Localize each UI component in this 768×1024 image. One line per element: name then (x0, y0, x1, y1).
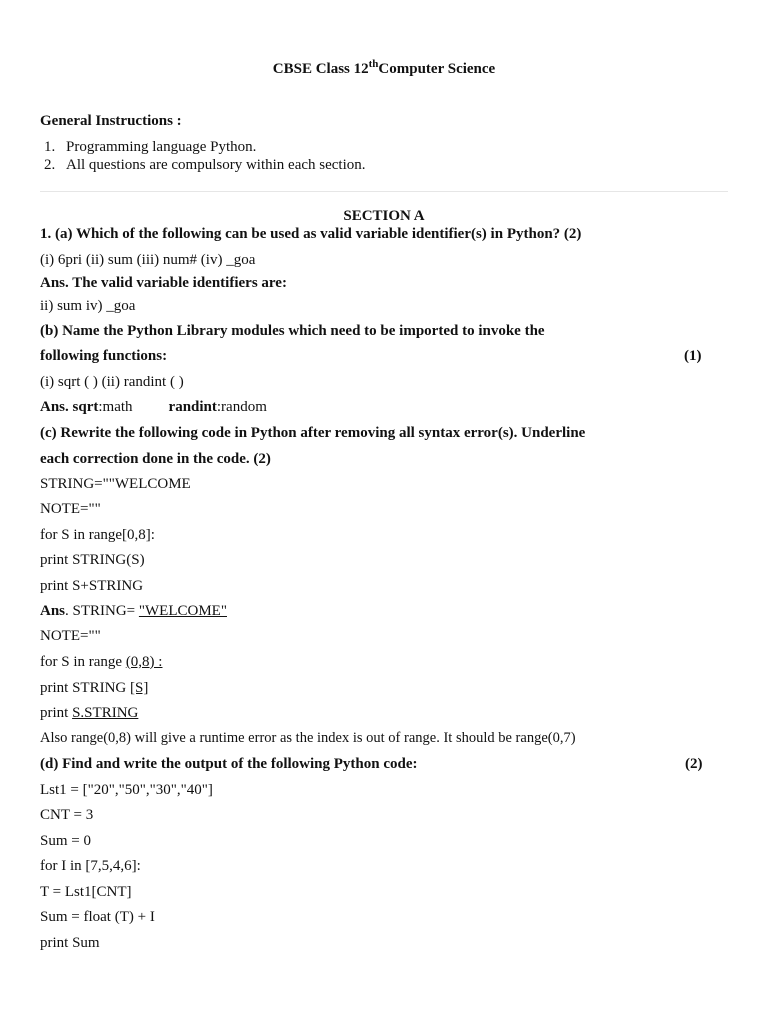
code-line: Lst1 = ["20","50","30","40"] (40, 782, 213, 798)
q1c-answer-line3: for S in range (0,8) : (40, 654, 163, 670)
section-heading: SECTION A (343, 208, 425, 224)
q1a-question: 1. (a) Which of the following can be used as valid variable identifier(s) in Python? (2) (40, 226, 582, 242)
code-line: print STRING(S) (40, 552, 145, 568)
instructions-list (44, 138, 366, 174)
q1c-answer-line2: NOTE="" (40, 628, 101, 644)
code-line: NOTE="" (40, 501, 101, 517)
code-line: Sum = float (T) + I (40, 909, 155, 925)
q1c-answer-line5: print S.STRING (40, 705, 139, 721)
instructions-heading: General Instructions : (40, 113, 182, 129)
code-line: print S+STRING (40, 578, 144, 594)
q1c-note: Also range(0,8) will give a runtime error as the index is out of range. It should be range(0,7) (40, 730, 576, 746)
code-line: print Sum (40, 935, 100, 951)
instruction-item: 2. All questions are compulsory within each section. (44, 157, 366, 173)
code-line: for S in range[0,8]: (40, 527, 155, 543)
document-title: CBSE Class 12thComputer Science (272, 58, 496, 77)
q1b-question-line1: (b) Name the Python Library modules which need to be imported to invoke the (40, 323, 545, 339)
q1a-answer: ii) sum iv) _goa (40, 298, 136, 314)
q1c-answer-line4: print STRING [S] (40, 680, 149, 696)
code-line: for I in [7,5,4,6]: (40, 858, 141, 874)
q1a-answer-label: Ans. The valid variable identifiers are: (40, 275, 287, 291)
code-line: T = Lst1[CNT] (40, 884, 132, 900)
q1b-question-line2: following functions: (40, 348, 168, 364)
q1c-question-line2: each correction done in the code. (2) (40, 451, 271, 467)
q1d-question: (d) Find and write the output of the following Python code: (40, 756, 418, 772)
q1b-answer: Ans. sqrt:math randint:random (40, 399, 267, 415)
code-line: Sum = 0 (40, 833, 91, 849)
q1c-answer-line1: Ans. STRING= "WELCOME" (40, 603, 227, 619)
q1c-question-line1: (c) Rewrite the following code in Python after removing all syntax error(s). Underline (40, 425, 586, 441)
code-line: CNT = 3 (40, 807, 94, 823)
q1b-options: (i) sqrt ( ) (ii) randint ( ) (40, 374, 184, 390)
divider (40, 191, 728, 192)
q1a-options: (i) 6pri (ii) sum (iii) num# (iv) _goa (40, 252, 256, 268)
q1d-marks: (2) (685, 756, 703, 772)
q1b-marks: (1) (684, 348, 702, 364)
instruction-item: 1. Programming language Python. (44, 139, 257, 155)
code-line: STRING=""WELCOME (40, 476, 191, 492)
